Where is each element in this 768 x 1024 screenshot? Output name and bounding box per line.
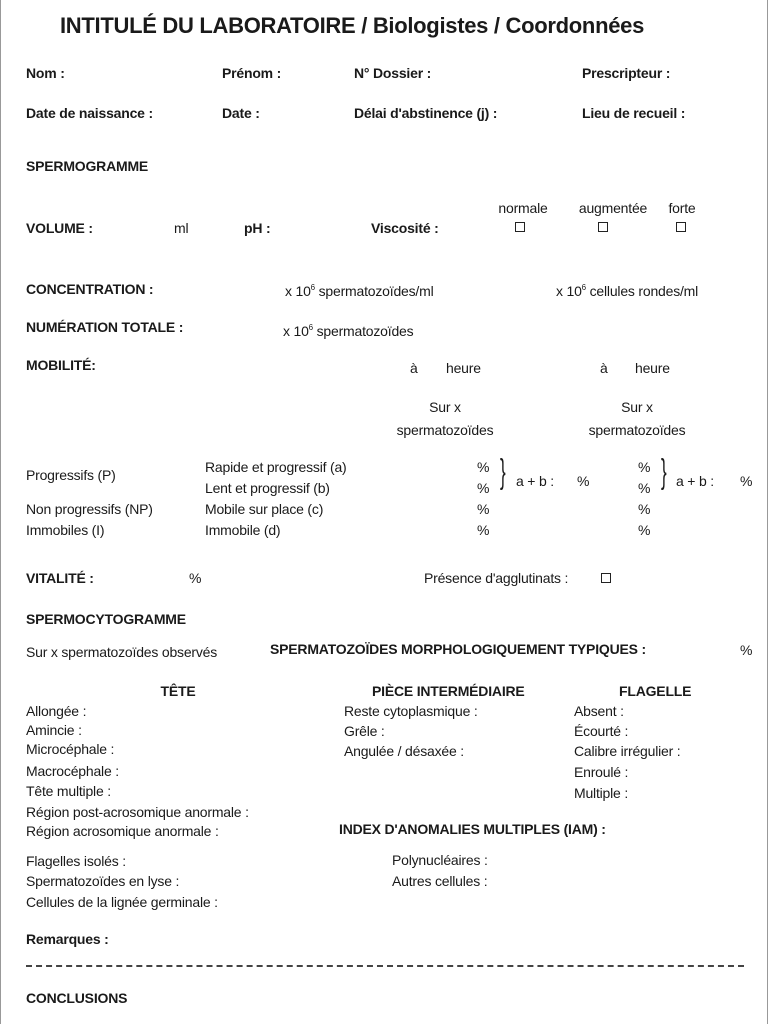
tete-heading: TÊTE xyxy=(160,683,196,699)
col2-sur-x: Sur x xyxy=(621,399,653,415)
col1-percent-d: % xyxy=(477,522,490,538)
piece-item: Reste cytoplasmique : xyxy=(344,703,478,719)
tete-item: Allongée : xyxy=(26,703,87,719)
ph-label: pH : xyxy=(244,220,271,236)
other-right-item: Polynucléaires : xyxy=(392,852,488,868)
tete-item: Région acrosomique anormale : xyxy=(26,823,219,839)
dossier-label: N° Dossier : xyxy=(354,65,432,81)
tete-item: Microcéphale : xyxy=(26,741,115,757)
iam-label: INDEX D'ANOMALIES MULTIPLES (IAM) : xyxy=(339,821,606,837)
col2-brace-icon: } xyxy=(661,453,667,491)
date-label: Date : xyxy=(222,105,260,121)
agglutinats-label: Présence d'agglutinats : xyxy=(424,570,569,586)
numeration-unit: x $10^6$ spermatozoïdes xyxy=(283,323,414,339)
viscosite-normale-checkbox[interactable] xyxy=(515,222,525,232)
flagelle-heading: FLAGELLE xyxy=(619,683,692,699)
nom-label: Nom : xyxy=(26,65,65,81)
viscosite-option-normale: normale xyxy=(498,200,548,216)
flagelle-item: Multiple : xyxy=(574,785,629,801)
col1-ab-label: a + b : xyxy=(516,473,554,489)
flagelle-item: Absent : xyxy=(574,703,624,719)
col1-sur-x: Sur x xyxy=(429,399,461,415)
typiques-percent: % xyxy=(740,642,753,658)
col1-ab-percent: % xyxy=(577,473,590,489)
viscosite-label: Viscosité : xyxy=(371,220,439,236)
category-immobiles: Immobiles (I) xyxy=(26,522,105,538)
category-non-progressifs: Non progressifs (NP) xyxy=(26,501,153,517)
tete-item: Tête multiple : xyxy=(26,783,111,799)
volume-unit: ml xyxy=(174,220,189,236)
typiques-label: SPERMATOZOÏDES MORPHOLOGIQUEMENT TYPIQUES : xyxy=(270,641,646,657)
col2-ab-label: a + b : xyxy=(676,473,714,489)
mobilite-heading: MOBILITÉ: xyxy=(26,357,96,373)
col1-brace-icon: } xyxy=(500,453,506,491)
spermocytogramme-heading: SPERMOCYTOGRAMME xyxy=(26,611,186,627)
piece-item: Grêle : xyxy=(344,723,385,739)
abstinence-label: Délai d'abstinence (j) : xyxy=(354,105,498,121)
col1-spermatozoides: spermatozoïdes xyxy=(396,422,494,438)
piece-heading: PIÈCE INTERMÉDIAIRE xyxy=(372,683,525,699)
spermogramme-heading: SPERMOGRAMME xyxy=(26,158,149,174)
viscosite-option-augmentee: augmentée xyxy=(578,200,648,216)
col1-percent-a: % xyxy=(477,459,490,475)
category-progressifs: Progressifs (P) xyxy=(26,467,116,483)
recueil-label: Lieu de recueil : xyxy=(582,105,686,121)
conclusions-heading: CONCLUSIONS xyxy=(26,990,128,1006)
vitalite-label: VITALITÉ : xyxy=(26,570,94,586)
volume-label: VOLUME : xyxy=(26,220,93,236)
prescripteur-label: Prescripteur : xyxy=(582,65,671,81)
col2-percent-c: % xyxy=(638,501,651,517)
col2-percent-b: % xyxy=(638,480,651,496)
viscosite-forte-checkbox[interactable] xyxy=(676,222,686,232)
naissance-label: Date de naissance : xyxy=(26,105,153,121)
time2-heure: heure xyxy=(635,360,670,376)
viscosite-option-forte: forte xyxy=(668,200,696,216)
piece-item: Angulée / désaxée : xyxy=(344,743,464,759)
agglutinats-checkbox[interactable] xyxy=(601,573,611,583)
time2-a: à xyxy=(600,360,608,376)
other-left-item: Spermatozoïdes en lyse : xyxy=(26,873,180,889)
col2-spermatozoides: spermatozoïdes xyxy=(588,422,686,438)
vitalite-percent: % xyxy=(189,570,202,586)
observed-label: Sur x spermatozoïdes observés xyxy=(26,644,218,660)
time1-heure: heure xyxy=(446,360,481,376)
concentration-unit-spz: x $10^6$ spermatozoïdes/ml xyxy=(285,283,434,299)
other-right-item: Autres cellules : xyxy=(392,873,488,889)
col1-percent-b: % xyxy=(477,480,490,496)
flagelle-item: Écourté : xyxy=(574,723,629,739)
col1-percent-c: % xyxy=(477,501,490,517)
type-rapide: Rapide et progressif (a) xyxy=(205,459,347,475)
type-immobile: Immobile (d) xyxy=(205,522,281,538)
concentration-label: CONCENTRATION : xyxy=(26,281,154,297)
remarques-label: Remarques : xyxy=(26,931,109,947)
other-left-item: Flagelles isolés : xyxy=(26,853,126,869)
type-lent: Lent et progressif (b) xyxy=(205,480,330,496)
separator-dashed-line xyxy=(26,965,744,967)
other-left-item: Cellules de la lignée germinale : xyxy=(26,894,218,910)
viscosite-augmentee-checkbox[interactable] xyxy=(598,222,608,232)
col2-ab-percent: % xyxy=(740,473,753,489)
prenom-label: Prénom : xyxy=(222,65,282,81)
page-title: INTITULÉ DU LABORATOIRE / Biologistes / Coordonnées xyxy=(60,13,645,38)
numeration-label: NUMÉRATION TOTALE : xyxy=(26,319,184,335)
time1-a: à xyxy=(410,360,418,376)
flagelle-item: Enroulé : xyxy=(574,764,629,780)
concentration-unit-cellules: x $10^6$ cellules rondes/ml xyxy=(556,283,699,299)
tete-item: Amincie : xyxy=(26,722,82,738)
col2-percent-a: % xyxy=(638,459,651,475)
tete-item: Macrocéphale : xyxy=(26,763,119,779)
tete-item: Région post-acrosomique anormale : xyxy=(26,804,249,820)
type-mobile-sur-place: Mobile sur place (c) xyxy=(205,501,324,517)
flagelle-item: Calibre irrégulier : xyxy=(574,743,681,759)
col2-percent-d: % xyxy=(638,522,651,538)
